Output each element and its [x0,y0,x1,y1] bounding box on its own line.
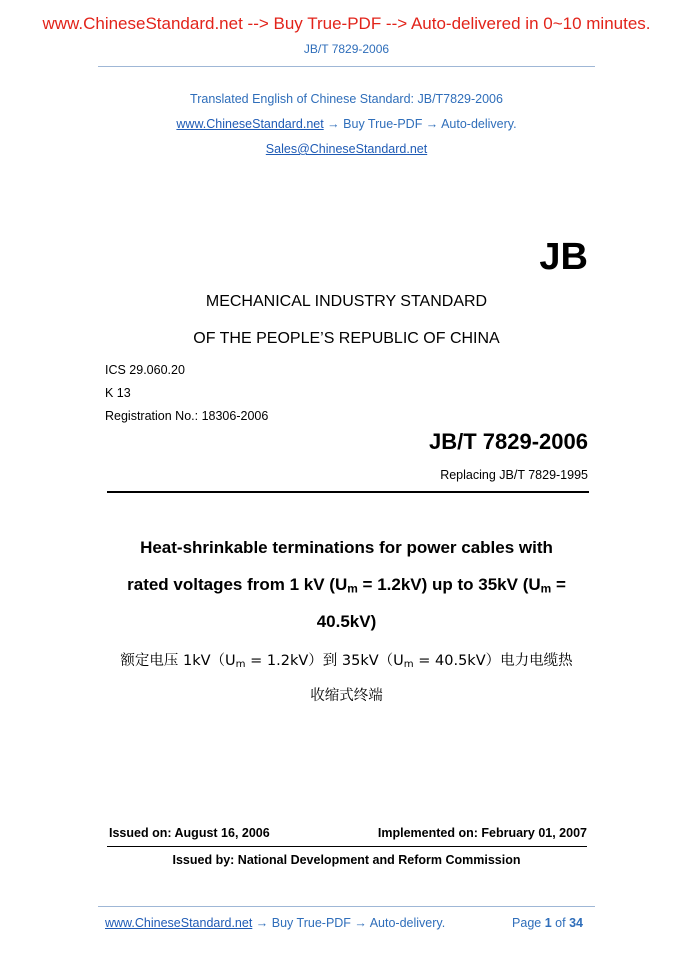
of-label: of [555,916,566,930]
title-en-seg-a: rated voltages from 1 kV (U [127,575,348,594]
title-cn-line1 [0,649,693,670]
title-en-seg-b: = 1.2kV) up to 35kV (U [357,575,541,594]
implemented-on-date: Implemented on: February 01, 2007 [377,826,587,840]
title-cn-seg-a: 额定电压 1kV（U [120,653,236,669]
title-en-sub1: m [347,581,358,596]
title-cn-sub1: m [235,659,246,671]
dates-divider [107,846,587,847]
sales-line [0,142,693,156]
page-label: Page [512,916,542,930]
sales-email-link[interactable]: Sales@ChineseStandard.net [265,142,428,156]
header-divider [98,66,595,67]
jb-logo: JB [539,236,588,278]
title-cn-seg-b: = 1.2kV）到 35kV（U [245,653,404,669]
title-en-sub2: m [540,581,552,596]
title-cn-sub2: m [403,659,414,671]
title-en-line2 [0,575,693,595]
footer-buy-line [105,916,445,930]
top-banner[interactable]: www.ChineseStandard.net --> Buy True-PDF --> Auto-delivered in 0~10 minutes. [42,14,651,33]
title-divider [107,491,589,493]
title-en-line1: Heat-shrinkable terminations for power cables with [140,538,553,557]
buy-text: → Buy True-PDF → Auto-delivery. [323,117,517,131]
ics-code: ICS 29.060.20 [105,363,185,377]
issued-on-date: Issued on: August 16, 2006 [109,826,270,840]
title-en-seg-c: = [551,575,566,594]
category-code: K 13 [105,386,131,400]
title-en-line3: 40.5kV) [316,612,377,631]
standard-number: JB/T 7829-2006 [429,429,588,454]
standard-title-line2: OF THE PEOPLE’S REPUBLIC OF CHINA [193,330,500,347]
footer-site-link[interactable]: www.ChineseStandard.net [105,916,253,930]
translation-buy-line [0,117,693,131]
translation-note: Translated English of Chinese Standard: JB/T7829-2006 [190,92,503,106]
title-cn-seg-c: = 40.5kV）电力电缆热 [413,653,573,669]
registration-number: Registration No.: 18306-2006 [105,409,269,423]
header-doc-code: JB/T 7829-2006 [303,42,390,56]
page-total: 34 [569,916,583,930]
footer-divider [98,906,595,907]
page-number: 1 [544,916,552,930]
footer-buy-text: → Buy True-PDF → Auto-delivery. [252,916,446,930]
page-indicator [512,916,583,930]
standard-title-line1: MECHANICAL INDUSTRY STANDARD [205,293,488,310]
title-cn-line2: 收缩式终端 [310,688,383,704]
site-link[interactable]: www.ChineseStandard.net [176,117,324,131]
issued-by: Issued by: National Development and Reform Commission [172,853,521,867]
replacing-standard: Replacing JB/T 7829-1995 [440,468,588,482]
